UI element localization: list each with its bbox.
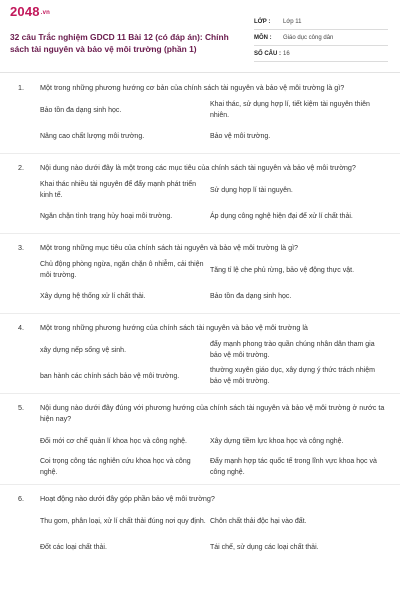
question-item <box>0 242 400 314</box>
question-prompt: Một trong những phương hướng của chính sách tài nguyên và bảo vệ môi trường là <box>40 323 308 332</box>
option[interactable]: Sử dụng hợp lí tài nguyên. <box>210 186 293 194</box>
option[interactable]: xây dựng nếp sống vệ sinh. <box>40 346 127 354</box>
option[interactable]: Xây dựng tiềm lực khoa học và công nghệ. <box>210 437 344 445</box>
options <box>0 510 400 558</box>
option-row <box>40 456 400 478</box>
site-logo[interactable] <box>10 4 50 19</box>
option-row <box>40 510 400 532</box>
meta-value: 16 <box>283 50 290 57</box>
option[interactable]: Bảo tồn đa dạng sinh học. <box>210 292 292 300</box>
option[interactable]: Ngăn chặn tình trạng hủy hoại môi trường. <box>40 212 173 220</box>
question-text <box>0 322 400 333</box>
option[interactable]: Khai thác nhiều tài nguyên để đẩy mạnh phát triển kinh tế. <box>40 181 197 199</box>
question-text <box>0 402 400 424</box>
option-row <box>40 125 400 147</box>
option-row <box>40 99 400 121</box>
option[interactable]: Khai thác, sử dụng hợp lí, tiết kiệm tài nguyên thiên nhiên. <box>210 101 370 119</box>
question-item <box>0 162 400 234</box>
meta-value: Lớp 11 <box>283 18 302 25</box>
question-number: 3. <box>18 243 24 252</box>
option[interactable]: Tái chế, sử dụng các loại chất thải. <box>210 543 319 551</box>
question-item <box>0 322 400 394</box>
question-prompt: Một trong những mục tiêu của chính sách tài nguyên và bảo vệ môi trường là gì? <box>40 243 299 252</box>
question-divider <box>0 313 400 314</box>
question-list <box>0 82 400 562</box>
logo-sub: .vn <box>40 9 51 16</box>
option[interactable]: thường xuyên giáo dục, xây dựng ý thức trách nhiệm bảo vệ môi trường. <box>210 367 375 385</box>
option[interactable]: Đổi mới cơ chế quản lí khoa học và công nghệ. <box>40 437 187 445</box>
option[interactable]: đẩy mạnh phong trào quần chúng nhân dân tham gia bảo vệ môi trường. <box>210 341 375 359</box>
option[interactable]: Coi trọng công tác nghiên cứu khoa học và công nghệ. <box>40 458 191 476</box>
meta-label: SỐ CÂU : <box>254 50 281 57</box>
option-row <box>40 179 400 201</box>
options <box>0 179 400 227</box>
option-row <box>40 365 400 387</box>
option-row <box>40 430 400 452</box>
question-item <box>0 402 400 485</box>
question-divider <box>0 484 400 485</box>
option-row <box>40 285 400 307</box>
meta-row-count <box>254 46 388 62</box>
question-item <box>0 493 400 558</box>
question-prompt: Một trong những phương hướng cơ bản của chính sách tài nguyên và bảo vệ môi trường là gì? <box>40 83 345 92</box>
options <box>0 339 400 387</box>
option-row <box>40 205 400 227</box>
question-number: 5. <box>18 403 24 412</box>
option[interactable]: Bảo tồn đa dạng sinh học. <box>40 106 122 114</box>
question-text <box>0 493 400 504</box>
question-number: 2. <box>18 163 24 172</box>
option-row <box>40 536 400 558</box>
question-number: 4. <box>18 323 24 332</box>
question-divider <box>0 393 400 394</box>
meta-row-class <box>254 14 388 30</box>
option[interactable]: Tăng tỉ lệ che phủ rừng, bảo vệ động thực vật. <box>210 266 355 274</box>
option[interactable]: Bảo vệ môi trường. <box>210 132 271 140</box>
meta-value: Giáo dục công dân <box>283 34 334 41</box>
option[interactable]: ban hành các chính sách bảo vệ môi trường. <box>40 372 180 380</box>
question-divider <box>0 233 400 234</box>
meta-label: MÔN : <box>254 34 272 41</box>
meta-row-subject <box>254 30 388 46</box>
option-row <box>40 339 400 361</box>
options <box>0 259 400 307</box>
question-prompt: Hoạt động nào dưới đây góp phần bảo vệ môi trường? <box>40 494 215 503</box>
options <box>0 99 400 147</box>
header <box>0 0 400 60</box>
question-text <box>0 82 400 93</box>
option[interactable]: Đẩy mạnh hợp tác quốc tế trong lĩnh vực khoa học và công nghệ. <box>210 458 377 476</box>
option[interactable]: Đốt các loại chất thải. <box>40 543 107 551</box>
question-number: 1. <box>18 83 24 92</box>
question-number: 6. <box>18 494 24 503</box>
logo-main: 2048 <box>10 4 40 19</box>
header-divider <box>0 72 400 73</box>
option[interactable]: Chủ động phòng ngừa, ngăn chặn ô nhiễm, cải thiện môi trường. <box>40 261 204 279</box>
document-title: 32 câu Trắc nghiệm GDCD 11 Bài 12 (có đáp án): Chính sách tài nguyên và bảo vệ môi trường (phần 1) <box>10 32 229 54</box>
option[interactable]: Áp dụng công nghệ hiện đại để xử lí chất thải. <box>210 212 353 220</box>
options <box>0 430 400 478</box>
option[interactable]: Chôn chất thải độc hại vào đất. <box>210 517 307 525</box>
question-prompt: Nội dung nào dưới đây là một trong các mục tiêu của chính sách tài nguyên và bảo vệ môi trường? <box>40 163 356 172</box>
question-prompt: Nội dung nào dưới đây đúng với phương hướng của chính sách tài nguyên và bảo vệ môi trường ở nước ta hiện nay? <box>40 403 385 423</box>
option-row <box>40 259 400 281</box>
meta-label: LỚP : <box>254 18 271 25</box>
question-divider <box>0 153 400 154</box>
question-item <box>0 82 400 154</box>
option[interactable]: Xây dựng hệ thống xử lí chất thải. <box>40 292 146 300</box>
question-text <box>0 242 400 253</box>
meta-table <box>254 14 388 62</box>
option[interactable]: Thu gom, phân loại, xử lí chất thải đúng nơi quy định. <box>40 517 206 525</box>
option[interactable]: Nâng cao chất lượng môi trường. <box>40 132 145 140</box>
question-text <box>0 162 400 173</box>
